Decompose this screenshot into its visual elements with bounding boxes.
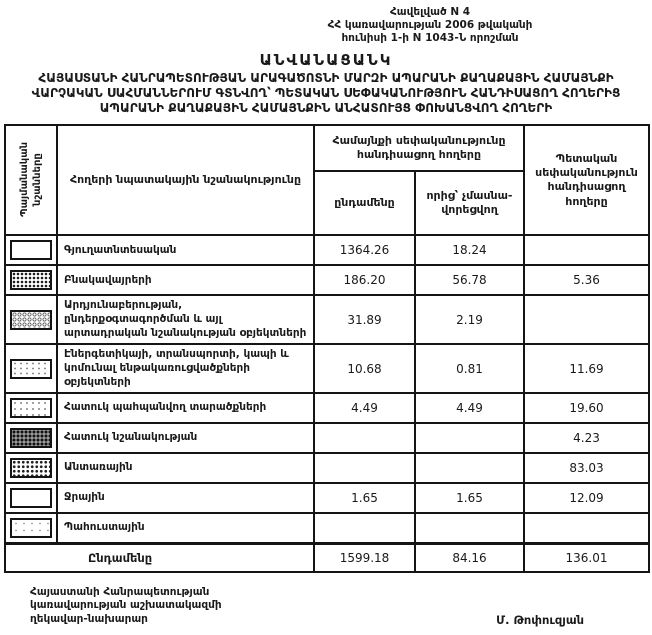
cell-community-total: 31.89 <box>314 295 415 344</box>
table-footer <box>5 544 649 572</box>
row-label: Գյուղատնտեսական <box>57 235 314 265</box>
row-label: Անտառային <box>57 453 314 483</box>
cell-community-total: 1364.26 <box>314 235 415 265</box>
table-row <box>5 453 649 483</box>
legend-swatch-icon <box>10 359 52 379</box>
signatory-title <box>30 586 222 627</box>
legend-swatch-icon <box>10 488 52 508</box>
row-label: Էներգետիկայի, տրանսպորտի, կապի և կոմունալ ենթակառուցվածքների օբյեկտների <box>57 344 314 393</box>
signatory-name: Մ. Թոփուզյան <box>496 612 584 627</box>
signatory-title-line-3: ղեկավար-նախարար <box>30 613 148 626</box>
cell-community-nonprivatized <box>415 423 524 453</box>
legend-swatch-icon <box>10 428 52 448</box>
row-label: Ջրային <box>57 483 314 513</box>
title-block <box>0 51 652 116</box>
cell-community-nonprivatized <box>415 513 524 544</box>
table-row <box>5 265 649 295</box>
total-row <box>5 544 649 572</box>
land-table <box>4 124 650 572</box>
appendix-note <box>292 6 568 44</box>
cell-community-total <box>314 423 415 453</box>
legend-cell <box>5 483 57 513</box>
table-row <box>5 344 649 393</box>
cell-community-nonprivatized <box>415 453 524 483</box>
cell-state: 19.60 <box>524 393 649 423</box>
legend-cell <box>5 513 57 544</box>
table-header <box>5 125 649 235</box>
cell-state <box>524 513 649 544</box>
legend-swatch-icon <box>10 458 52 478</box>
signature-block <box>30 586 622 627</box>
cell-community-total <box>314 453 415 483</box>
table-row <box>5 423 649 453</box>
column-header-community-nonprivatized: որից՝ չմասնա-վորեցվող <box>415 171 524 235</box>
legend-cell <box>5 295 57 344</box>
column-header-state: Պետական սեփականություն հանդիսացող հողերը <box>524 125 649 235</box>
row-label: Բնակավայրերի <box>57 265 314 295</box>
document-subtitle: ՀԱՅԱՍՏԱՆԻ ՀԱՆՐԱՊԵՏՈՒԹՅԱՆ ԱՐԱԳԱԾՈՏՆԻ ՄԱՐԶԻ ԱՊԱՐԱՆԻ ՔԱՂԱՔԱՅԻՆ ՀԱՄԱՅՆՔԻ ՎԱՐՉԱԿԱՆ ՍԱՀՄԱՆՆԵՐՈՒՄ ԳՏՆՎՈՂ՝ ՊԵՏԱԿԱՆ ՍԵՓԱԿԱՆՈՒԹՅՈՒՆ ՀԱՆԴԻՍԱՑՈՂ ՀՈՂԵՐԻՑ ԱՊԱՐԱՆԻ ՔԱՂԱՔԱՅԻՆ ՀԱՄԱՅՆՔԻՆ ԱՆՀԱՏՈՒՅՑ ՓՈԽԱՆՑՎՈՂ ՀՈՂԵՐԻ <box>31 71 621 116</box>
column-header-land-purpose: Հողերի նպատակային նշանակությունը <box>57 125 314 235</box>
column-header-community-total: ընդամենը <box>314 171 415 235</box>
column-header-community-group: Համայնքի սեփականությունը հանդիսացող հողերը <box>314 125 524 171</box>
legend-cell <box>5 265 57 295</box>
signatory-title-line-1: Հայաստանի Հանրապետության <box>30 585 210 598</box>
cell-community-nonprivatized: 2.19 <box>415 295 524 344</box>
row-label: Պահուստային <box>57 513 314 544</box>
cell-community-nonprivatized: 4.49 <box>415 393 524 423</box>
cell-community-total: 186.20 <box>314 265 415 295</box>
signatory-title-line-2: կառավարության աշխատակազմի <box>30 599 222 612</box>
cell-state <box>524 295 649 344</box>
cell-community-total <box>314 513 415 544</box>
cell-state: 4.23 <box>524 423 649 453</box>
legend-cell <box>5 423 57 453</box>
cell-community-nonprivatized: 0.81 <box>415 344 524 393</box>
column-header-symbols <box>5 125 57 235</box>
cell-state: 83.03 <box>524 453 649 483</box>
cell-state <box>524 235 649 265</box>
row-label: Արդյունաբերության, ընդերքօգտագործման և այլ արտադրական նշանակության օբյեկտների <box>57 295 314 344</box>
cell-community-nonprivatized: 56.78 <box>415 265 524 295</box>
cell-state: 5.36 <box>524 265 649 295</box>
cell-state: 12.09 <box>524 483 649 513</box>
table-row <box>5 483 649 513</box>
cell-state: 11.69 <box>524 344 649 393</box>
column-header-symbols-text: Պայմանական նշանները <box>19 142 43 218</box>
table-body <box>5 235 649 543</box>
table-row <box>5 295 649 344</box>
legend-cell <box>5 235 57 265</box>
document-title: ԱՆՎԱՆԱՑԱՆԿ <box>259 51 393 70</box>
cell-community-nonprivatized: 18.24 <box>415 235 524 265</box>
legend-swatch-icon <box>10 310 52 330</box>
table-row <box>5 393 649 423</box>
total-community-total: 1599.18 <box>314 544 415 572</box>
total-state: 136.01 <box>524 544 649 572</box>
total-community-nonprivatized: 84.16 <box>415 544 524 572</box>
cell-community-total: 4.49 <box>314 393 415 423</box>
legend-swatch-icon <box>10 398 52 418</box>
row-label: Հատուկ նշանակության <box>57 423 314 453</box>
cell-community-nonprivatized: 1.65 <box>415 483 524 513</box>
cell-community-total: 1.65 <box>314 483 415 513</box>
legend-swatch-icon <box>10 518 52 538</box>
appendix-line-3: հունիսի 1-ի N 1043-Ն որոշման <box>341 31 519 44</box>
legend-swatch-icon <box>10 270 52 290</box>
legend-cell <box>5 393 57 423</box>
table-row <box>5 513 649 544</box>
legend-cell <box>5 453 57 483</box>
total-label: Ընդամենը <box>5 544 314 572</box>
row-label: Հատուկ պահպանվող տարածքների <box>57 393 314 423</box>
appendix-line-2: ՀՀ կառավարության 2006 թվականի <box>327 18 533 31</box>
cell-community-total: 10.68 <box>314 344 415 393</box>
legend-cell <box>5 344 57 393</box>
table-row <box>5 235 649 265</box>
appendix-line-1: Հավելված N 4 <box>389 6 471 18</box>
legend-swatch-icon <box>10 240 52 260</box>
